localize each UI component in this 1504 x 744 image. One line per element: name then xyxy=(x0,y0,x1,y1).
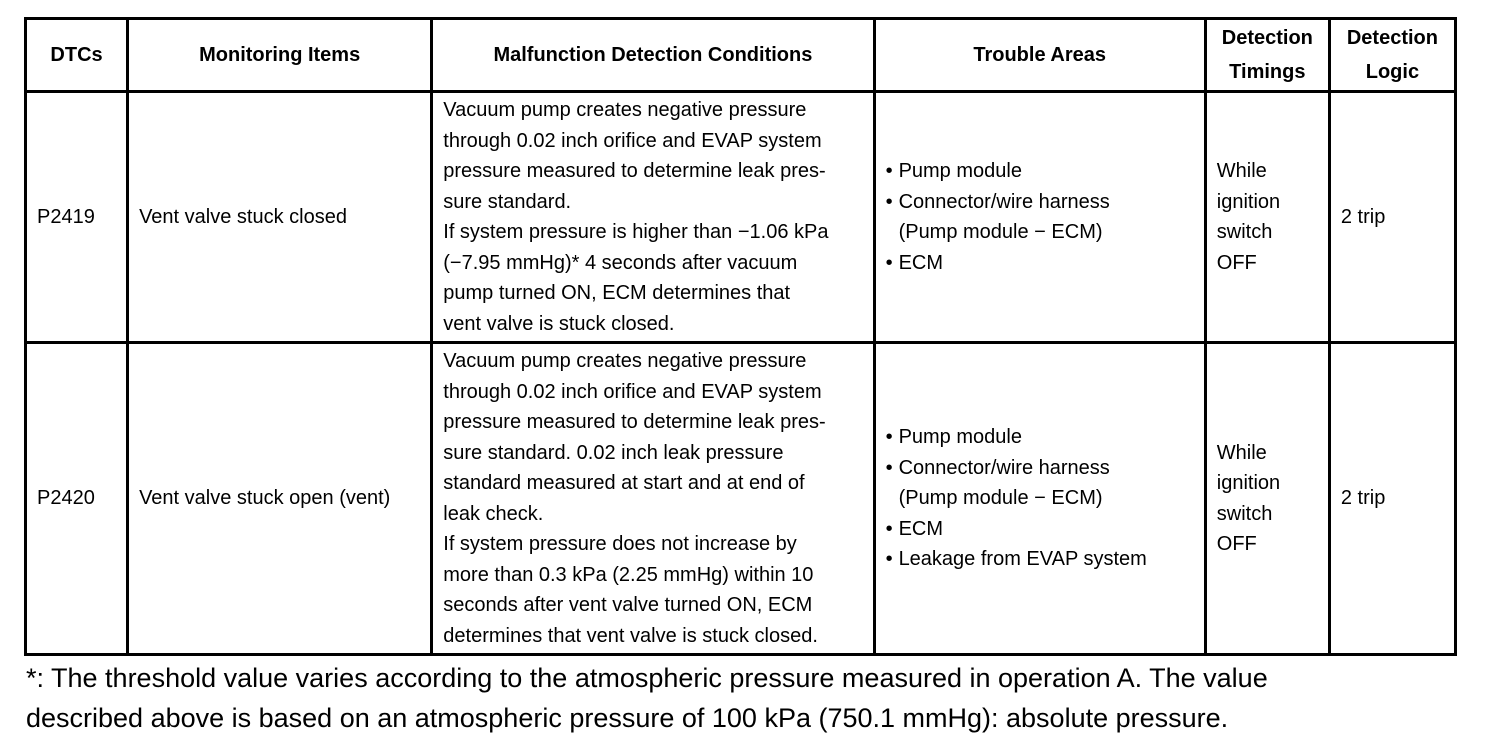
monitoring-item: Vent valve stuck closed xyxy=(128,92,432,343)
dtc-code: P2420 xyxy=(26,343,128,655)
list-item: • Leakage from EVAP system xyxy=(886,544,1194,575)
trouble-areas xyxy=(874,92,1205,343)
dtc-table xyxy=(24,17,1457,656)
detection-timing: While ignition switch OFF xyxy=(1205,343,1329,655)
detection-logic: 2 trip xyxy=(1329,343,1455,655)
footnote: *: The threshold value varies according to the atmospheric pressure measured in operation A. The value described above is based on an atmospheric pressure of 100 kPa (750.1 mmHg): absolute pressure. xyxy=(26,663,1268,733)
detection-timing: While ignition switch OFF xyxy=(1205,92,1329,343)
header-malfunction-detection-conditions: Malfunction Detection Conditions xyxy=(432,19,874,92)
detection-conditions: Vacuum pump creates negative pressure through 0.02 inch orifice and EVAP system pressure measured to determine leak pres- sure standard. 0.02 inch leak pressure standard measured at start and at end of leak check. If system pressure does not increase by more than 0.3 kPa (2.25 mmHg) within 10 seconds after vent valve turned ON, ECM determines that vent valve is stuck closed. xyxy=(432,343,874,655)
list-item-continuation: (Pump module − ECM) xyxy=(898,487,1103,510)
list-item-continuation: (Pump module − ECM) xyxy=(898,221,1103,243)
header-monitoring-items: Monitoring Items xyxy=(128,19,432,92)
table-row xyxy=(26,343,1456,655)
header-trouble-areas: Trouble Areas xyxy=(874,19,1205,92)
header-detection-logic: Detection Logic xyxy=(1329,19,1455,92)
monitoring-item: Vent valve stuck open (vent) xyxy=(128,343,432,655)
trouble-areas xyxy=(874,343,1205,655)
header-detection-timings: Detection Timings xyxy=(1205,19,1329,92)
table-row xyxy=(26,92,1456,343)
list-item: • ECM xyxy=(886,514,1194,545)
detection-logic: 2 trip xyxy=(1329,92,1455,343)
list-item: • Connector/wire harness xyxy=(886,453,1194,484)
header-dtcs: DTCs xyxy=(26,19,128,92)
detection-conditions: Vacuum pump creates negative pressure through 0.02 inch orifice and EVAP system pressure measured to determine leak pres- sure standard. If system pressure is higher than −1.06 kPa (−7.95 mmHg)* 4 seconds after vacuum pump turned ON, ECM determines that vent valve is stuck closed. xyxy=(432,92,874,343)
list-item: • Pump module xyxy=(886,156,1194,187)
list-item: • Connector/wire harness xyxy=(886,187,1194,218)
list-item: • Pump module xyxy=(886,422,1194,453)
list-item: • ECM xyxy=(886,248,1194,279)
table-header-row xyxy=(26,19,1456,92)
dtc-code: P2419 xyxy=(26,92,128,343)
